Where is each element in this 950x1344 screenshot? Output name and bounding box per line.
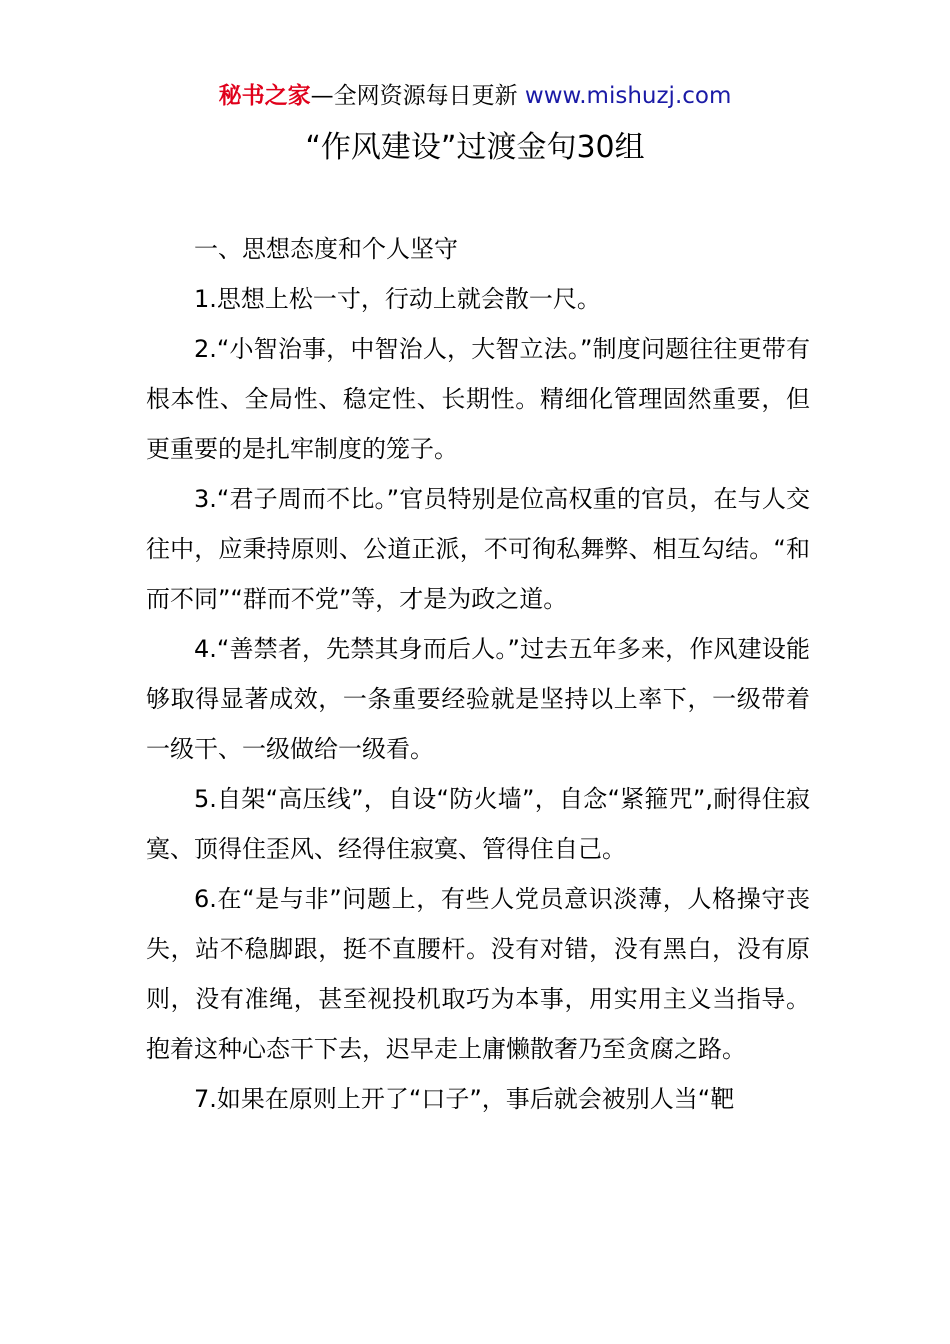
paragraph-1: 1.思想上松一寸，行动上就会散一尺。	[194, 285, 601, 313]
site-brand: 秘书之家	[218, 83, 311, 109]
document-body	[146, 224, 810, 1124]
paragraph-3: 3.“君子周而不比。”官员特别是位高权重的官员，在与人交往中，应秉持原则、公道正派，不可徇私舞弊、相互勾结。“和而不同”“群而不党”等，才是为政之道。	[146, 485, 810, 613]
paragraph-5: 5.自架“高压线”，自设“防火墙”，自念“紧箍咒”,耐得住寂寞、顶得住歪风、经得住寂寞、管得住自己。	[146, 785, 810, 863]
site-slogan: —全网资源每日更新	[310, 83, 525, 109]
site-header	[0, 80, 950, 112]
paragraph-6: 6.在“是与非”问题上，有些人党员意识淡薄，人格操守丧失，站不稳脚跟，挺不直腰杆。没有对错，没有黑白，没有原则，没有准绳，甚至视投机取巧为本事，用实用主义当指导。抱着这种心态干下去，迟早走上庸懒散奢乃至贪腐之路。	[146, 885, 810, 1063]
paragraph-2: 2.“小智治事，中智治人，大智立法。”制度问题往往更带有根本性、全局性、稳定性、长期性。精细化管理固然重要，但更重要的是扎牢制度的笼子。	[146, 335, 810, 463]
section-heading: 一、思想态度和个人坚守	[194, 235, 458, 263]
paragraph-7: 7.如果在原则上开了“口子”，事后就会被别人当“靶	[194, 1085, 735, 1113]
document-title: “作风建设”过渡金句30组	[305, 130, 645, 165]
paragraph-4: 4.“善禁者，先禁其身而后人。”过去五年多来，作风建设能够取得显著成效，一条重要经验就是坚持以上率下，一级带着一级干、一级做给一级看。	[146, 635, 810, 763]
site-url-link[interactable]: www.mishuzj.com	[524, 83, 732, 109]
